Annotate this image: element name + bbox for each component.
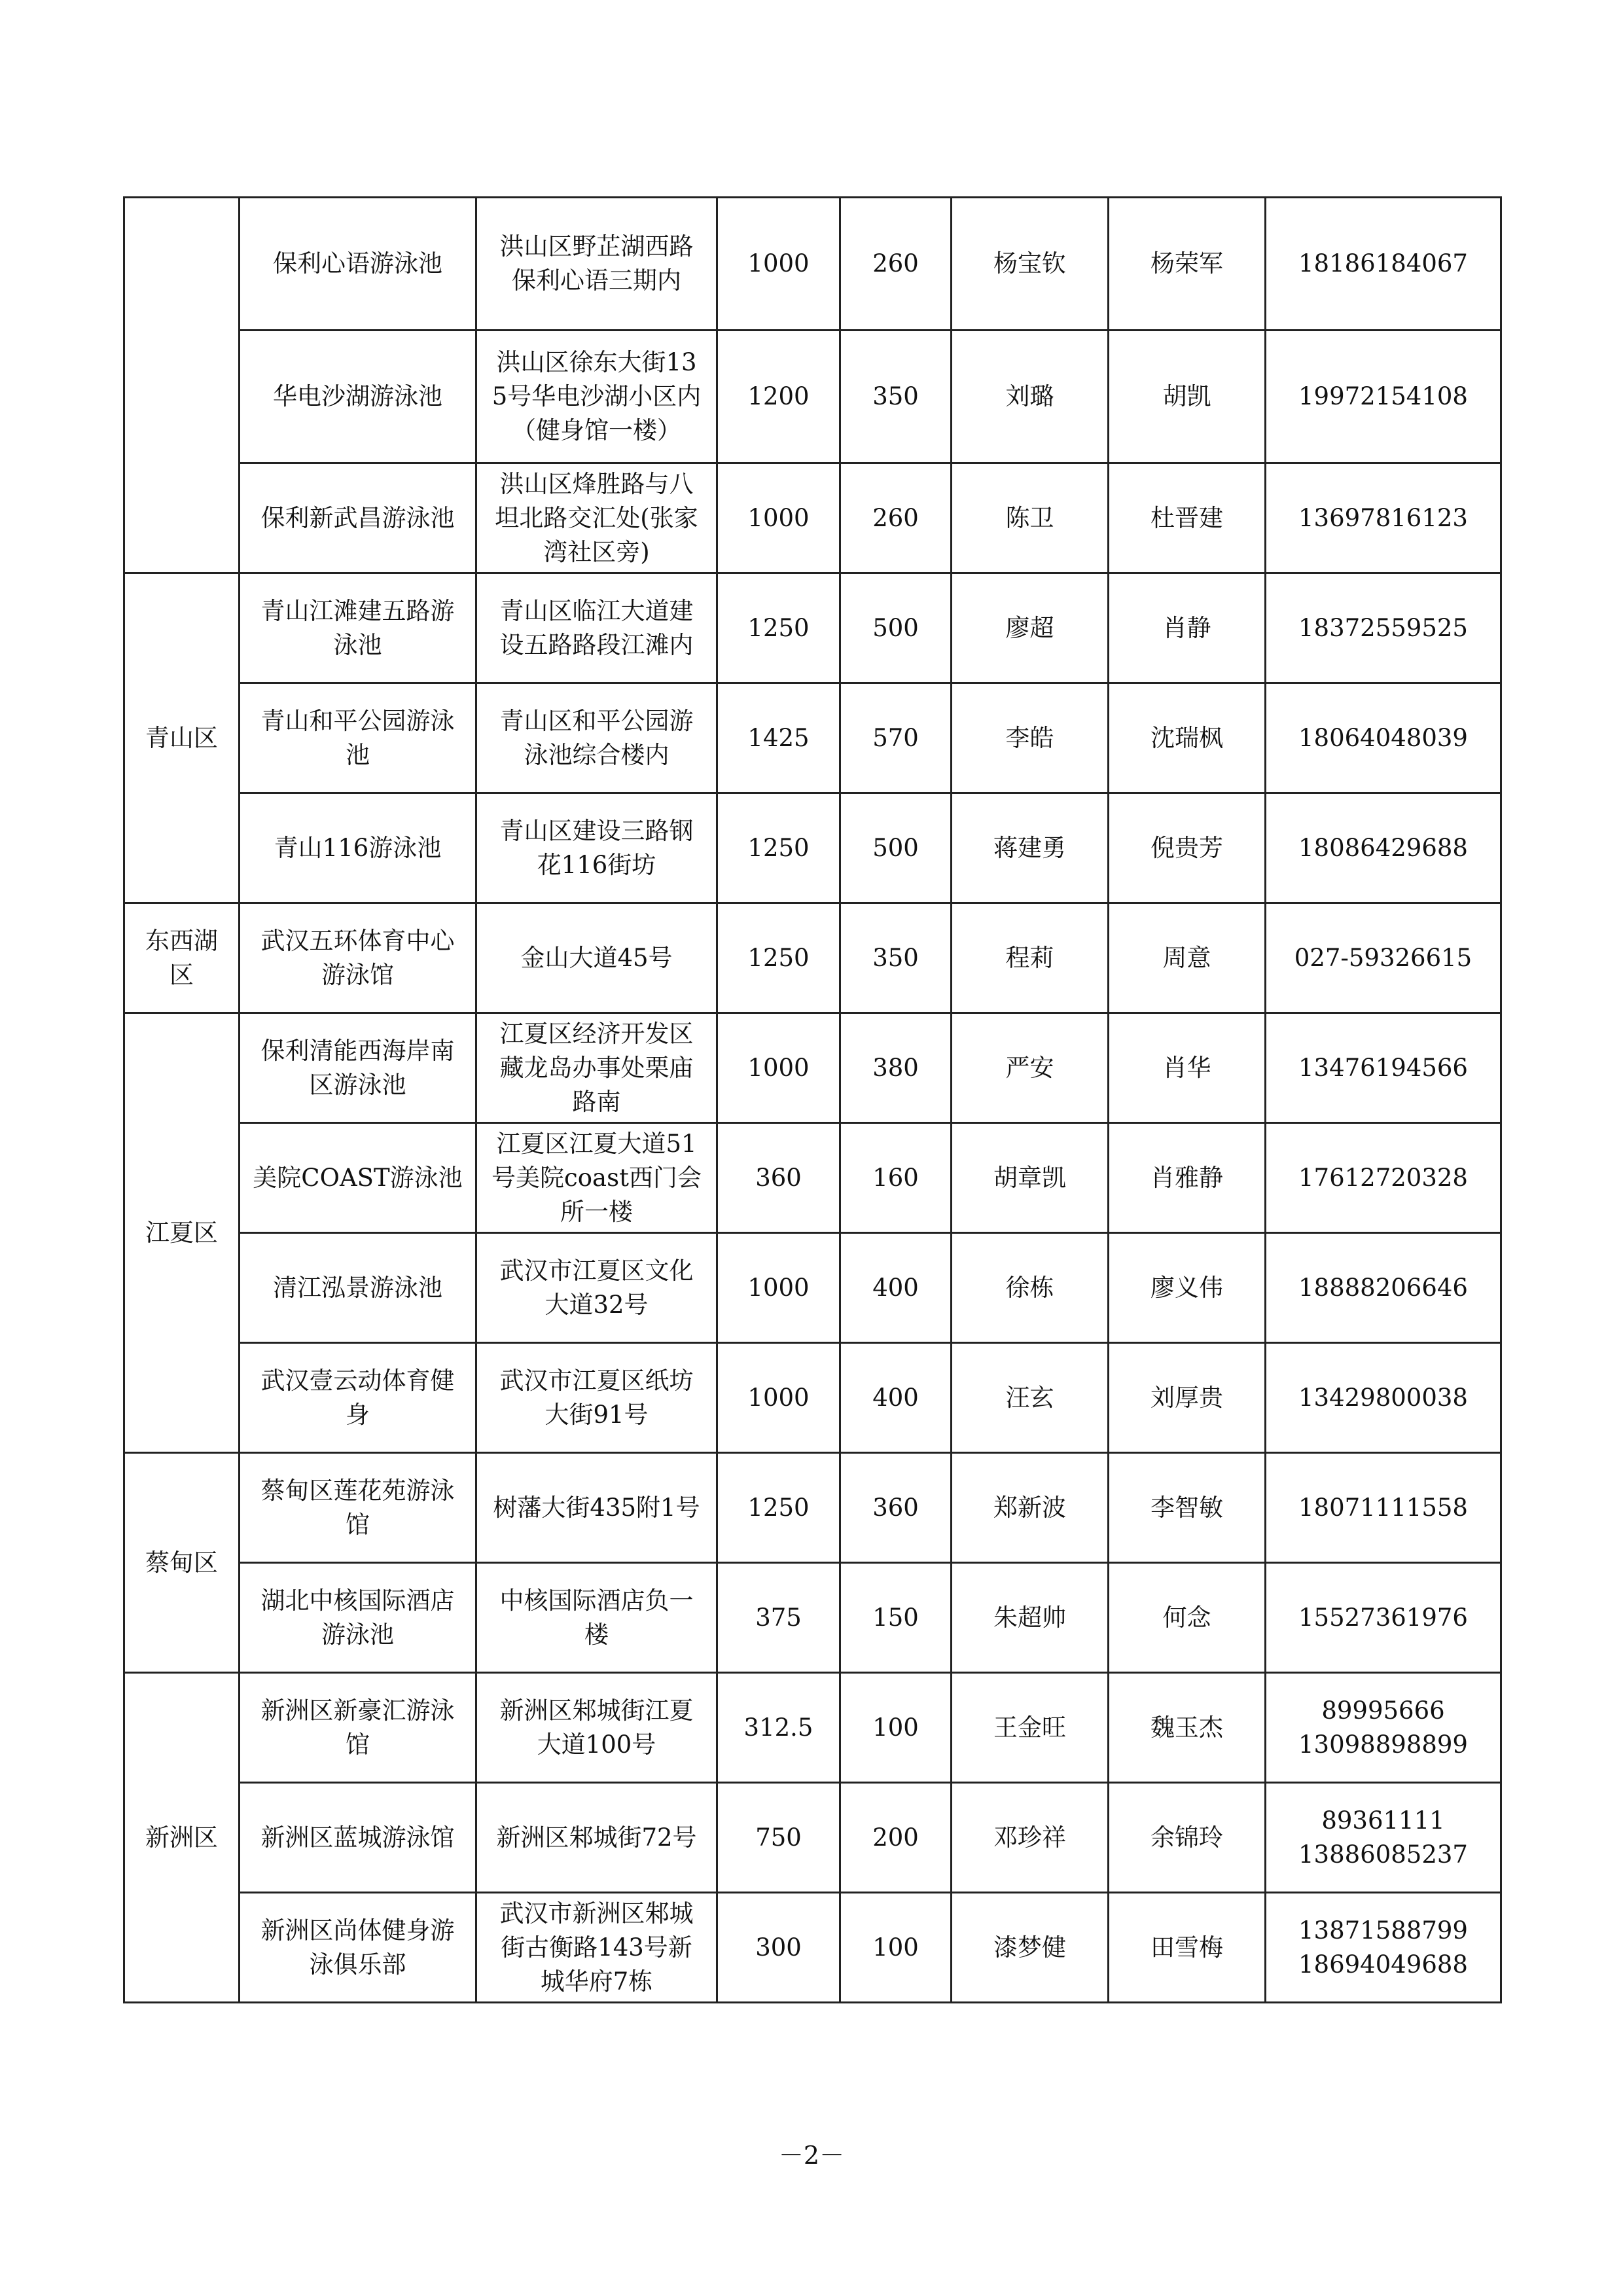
district-cell: 青山区 [124,573,240,903]
pool-name: 蔡甸区莲花苑游泳馆 [240,1453,476,1563]
pool-capacity: 380 [840,1013,952,1123]
responsible-person: 周意 [1109,903,1266,1013]
pool-table [123,196,1502,2003]
pool-area: 1425 [717,683,840,793]
phone: 13871588799 18694049688 [1266,1893,1501,2003]
contact-person: 陈卫 [952,463,1109,573]
pool-address: 武汉市江夏区文化大道32号 [476,1233,717,1343]
phone: 18888206646 [1266,1233,1501,1343]
pool-address: 树藩大街435附1号 [476,1453,717,1563]
pool-area: 1000 [717,198,840,331]
pool-area: 360 [717,1123,840,1233]
responsible-person: 胡凯 [1109,331,1266,463]
contact-person: 廖超 [952,573,1109,683]
pool-address: 洪山区徐东大街135号华电沙湖小区内（健身馆一楼） [476,331,717,463]
responsible-person: 余锦玲 [1109,1783,1266,1893]
pool-capacity: 350 [840,331,952,463]
pool-name: 清江泓景游泳池 [240,1233,476,1343]
table-row [124,1013,1501,1123]
pool-capacity: 500 [840,573,952,683]
contact-person: 邓珍祥 [952,1783,1109,1893]
contact-person: 漆梦健 [952,1893,1109,2003]
pool-name: 青山116游泳池 [240,793,476,903]
pool-name: 武汉五环体育中心游泳馆 [240,903,476,1013]
pool-area: 1000 [717,1233,840,1343]
pool-area: 1000 [717,1343,840,1453]
contact-person: 王金旺 [952,1673,1109,1783]
table-row [124,1563,1501,1673]
phone: 17612720328 [1266,1123,1501,1233]
pool-capacity: 500 [840,793,952,903]
district-cell: 新洲区 [124,1673,240,2003]
pool-name: 美院COAST游泳池 [240,1123,476,1233]
pool-name: 新洲区尚体健身游泳俱乐部 [240,1893,476,2003]
contact-person: 程莉 [952,903,1109,1013]
phone: 18186184067 [1266,198,1501,331]
phone: 89995666 13098898899 [1266,1673,1501,1783]
phone: 89361111 13886085237 [1266,1783,1501,1893]
phone: 18064048039 [1266,683,1501,793]
phone: 18071111558 [1266,1453,1501,1563]
pool-area: 1000 [717,1013,840,1123]
phone: 027-59326615 [1266,903,1501,1013]
district-cell: 江夏区 [124,1013,240,1453]
responsible-person: 刘厚贵 [1109,1343,1266,1453]
responsible-person: 倪贵芳 [1109,793,1266,903]
phone: 13429800038 [1266,1343,1501,1453]
contact-person: 杨宝钦 [952,198,1109,331]
pool-address: 青山区建设三路钢花116街坊 [476,793,717,903]
pool-name: 武汉壹云动体育健身 [240,1343,476,1453]
pool-capacity: 400 [840,1233,952,1343]
responsible-person: 魏玉杰 [1109,1673,1266,1783]
pool-capacity: 200 [840,1783,952,1893]
table-row [124,1453,1501,1563]
table-row [124,903,1501,1013]
table-row [124,463,1501,573]
pool-area: 300 [717,1893,840,2003]
pool-capacity: 260 [840,198,952,331]
pool-area: 1250 [717,573,840,683]
pool-area: 1200 [717,331,840,463]
contact-person: 严安 [952,1013,1109,1123]
district-cell [124,198,240,573]
contact-person: 刘璐 [952,331,1109,463]
pool-address: 洪山区野芷湖西路保利心语三期内 [476,198,717,331]
pool-area: 312.5 [717,1673,840,1783]
page-number: －2－ [778,2141,845,2170]
pool-name: 湖北中核国际酒店游泳池 [240,1563,476,1673]
pool-name: 华电沙湖游泳池 [240,331,476,463]
pool-name: 青山江滩建五路游泳池 [240,573,476,683]
pool-address: 江夏区江夏大道51号美院coast西门会所一楼 [476,1123,717,1233]
pool-area: 1250 [717,1453,840,1563]
contact-person: 郑新波 [952,1453,1109,1563]
contact-person: 李皓 [952,683,1109,793]
phone: 18086429688 [1266,793,1501,903]
pool-address: 洪山区烽胜路与八坦北路交汇处(张家湾社区旁) [476,463,717,573]
pool-address: 中核国际酒店负一楼 [476,1563,717,1673]
pool-capacity: 260 [840,463,952,573]
phone: 15527361976 [1266,1563,1501,1673]
table-row [124,1783,1501,1893]
table-row [124,1893,1501,2003]
table-row [124,198,1501,331]
pool-name: 新洲区新豪汇游泳馆 [240,1673,476,1783]
table-row [124,793,1501,903]
contact-person: 蒋建勇 [952,793,1109,903]
contact-person: 汪玄 [952,1343,1109,1453]
pool-capacity: 150 [840,1563,952,1673]
table-row [124,573,1501,683]
responsible-person: 杨荣军 [1109,198,1266,331]
pool-name: 保利心语游泳池 [240,198,476,331]
responsible-person: 沈瑞枫 [1109,683,1266,793]
contact-person: 胡章凯 [952,1123,1109,1233]
responsible-person: 田雪梅 [1109,1893,1266,2003]
table-row [124,1343,1501,1453]
responsible-person: 何念 [1109,1563,1266,1673]
contact-person: 徐栋 [952,1233,1109,1343]
pool-address: 金山大道45号 [476,903,717,1013]
responsible-person: 肖雅静 [1109,1123,1266,1233]
pool-address: 新洲区邾城街江夏大道100号 [476,1673,717,1783]
pool-address: 武汉市江夏区纸坊大街91号 [476,1343,717,1453]
table-row [124,331,1501,463]
pool-capacity: 360 [840,1453,952,1563]
district-cell: 蔡甸区 [124,1453,240,1673]
table-row [124,1233,1501,1343]
pool-address: 青山区临江大道建设五路路段江滩内 [476,573,717,683]
pool-address: 青山区和平公园游泳池综合楼内 [476,683,717,793]
responsible-person: 李智敏 [1109,1453,1266,1563]
table-row [124,1673,1501,1783]
pool-address: 新洲区邾城街72号 [476,1783,717,1893]
responsible-person: 杜晋建 [1109,463,1266,573]
pool-area: 375 [717,1563,840,1673]
pool-area: 1000 [717,463,840,573]
pool-name: 新洲区蓝城游泳馆 [240,1783,476,1893]
phone: 19972154108 [1266,331,1501,463]
table-row [124,1123,1501,1233]
pool-address: 江夏区经济开发区藏龙岛办事处栗庙路南 [476,1013,717,1123]
contact-person: 朱超帅 [952,1563,1109,1673]
pool-area: 1250 [717,793,840,903]
responsible-person: 肖华 [1109,1013,1266,1123]
responsible-person: 肖静 [1109,573,1266,683]
pool-capacity: 160 [840,1123,952,1233]
pool-capacity: 350 [840,903,952,1013]
pool-address: 武汉市新洲区邾城街古衡路143号新城华府7栋 [476,1893,717,2003]
pool-capacity: 400 [840,1343,952,1453]
pool-name: 青山和平公园游泳池 [240,683,476,793]
responsible-person: 廖义伟 [1109,1233,1266,1343]
pool-capacity: 100 [840,1893,952,2003]
phone: 18372559525 [1266,573,1501,683]
pool-capacity: 100 [840,1673,952,1783]
pool-area: 1250 [717,903,840,1013]
district-cell: 东西湖区 [124,903,240,1013]
pool-name: 保利清能西海岸南区游泳池 [240,1013,476,1123]
pool-capacity: 570 [840,683,952,793]
pool-name: 保利新武昌游泳池 [240,463,476,573]
table-row [124,683,1501,793]
phone: 13476194566 [1266,1013,1501,1123]
phone: 13697816123 [1266,463,1501,573]
pool-area: 750 [717,1783,840,1893]
